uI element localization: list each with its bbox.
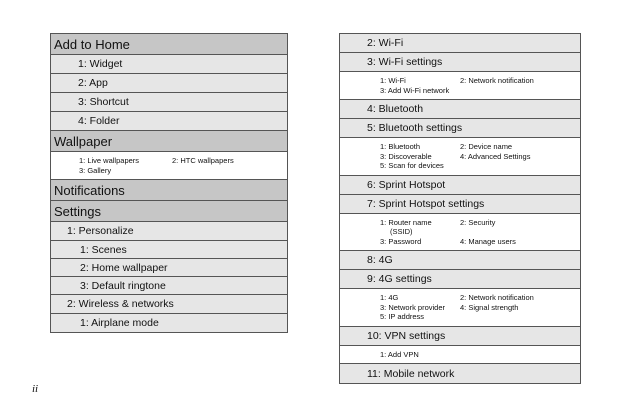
home-wallpaper-label: 2: Home wallpaper bbox=[80, 261, 168, 274]
wifi-settings-options bbox=[340, 72, 580, 100]
shortcut-item bbox=[51, 93, 287, 112]
sprint-hotspot-settings-label: 7: Sprint Hotspot settings bbox=[367, 197, 485, 210]
notifications-heading bbox=[51, 180, 287, 201]
wifi-settings-item bbox=[340, 53, 580, 72]
personalize-item bbox=[51, 222, 287, 241]
fourg-settings-item bbox=[340, 270, 580, 289]
shortcut-label: 3: Shortcut bbox=[78, 96, 129, 108]
option-bluetooth: 1: Bluetooth bbox=[380, 142, 421, 151]
folder-item bbox=[51, 112, 287, 131]
option-4g: 1: 4G bbox=[380, 293, 399, 302]
add-to-home-label: Add to Home bbox=[54, 36, 130, 52]
option-device-name: 2: Device name bbox=[460, 142, 513, 151]
default-ringtone-item bbox=[51, 277, 287, 295]
vpn-settings-item bbox=[340, 327, 580, 346]
wallpaper-heading bbox=[51, 131, 287, 152]
personalize-label: 1: Personalize bbox=[67, 225, 134, 237]
option-manage-users: 4: Manage users bbox=[460, 236, 516, 246]
default-ringtone-label: 3: Default ringtone bbox=[80, 279, 166, 292]
airplane-mode-item bbox=[51, 314, 287, 332]
vpn-settings-options bbox=[340, 346, 580, 365]
option-password: 3: Password bbox=[380, 236, 422, 246]
airplane-mode-label: 1: Airplane mode bbox=[80, 317, 159, 329]
mobile-network-label: 11: Mobile network bbox=[367, 367, 455, 380]
left-menu-table bbox=[50, 33, 288, 333]
option-blank bbox=[460, 227, 580, 237]
page-number: ii bbox=[32, 383, 39, 395]
fourg-settings-options bbox=[340, 289, 580, 327]
mobile-network-item bbox=[340, 364, 580, 383]
scenes-label: 1: Scenes bbox=[80, 243, 127, 256]
option-router-name: 1: Router name bbox=[380, 217, 432, 227]
notifications-label: Notifications bbox=[54, 182, 125, 198]
vpn-settings-label: 10: VPN settings bbox=[367, 329, 446, 342]
settings-label: Settings bbox=[54, 203, 101, 219]
bluetooth-settings-options bbox=[340, 138, 580, 176]
app-label: 2: App bbox=[78, 77, 108, 89]
option-ip-address: 5: IP address bbox=[380, 312, 425, 321]
home-wallpaper-item bbox=[51, 259, 287, 277]
wallpaper-options bbox=[51, 152, 287, 180]
option-add-vpn: 1: Add VPN bbox=[380, 349, 419, 359]
fourg-item bbox=[340, 251, 580, 270]
option-signal-strength: 4: Signal strength bbox=[460, 302, 519, 312]
wifi-settings-label: 3: Wi-Fi settings bbox=[367, 56, 443, 68]
bluetooth-settings-item bbox=[340, 119, 580, 138]
fourg-settings-label: 9: 4G settings bbox=[367, 273, 432, 285]
wallpaper-label: Wallpaper bbox=[54, 133, 113, 149]
option-4g-network-notification: 2: Network notification bbox=[460, 293, 534, 302]
option-wifi: 1: Wi-Fi bbox=[380, 76, 406, 85]
right-menu-table bbox=[339, 33, 581, 384]
option-add-wifi-network: 3: Add Wi-Fi network bbox=[380, 85, 450, 95]
bluetooth-settings-label: 5: Bluetooth settings bbox=[367, 122, 463, 134]
option-htc-wallpapers: 2: HTC wallpapers bbox=[172, 156, 234, 165]
folder-label: 4: Folder bbox=[78, 115, 120, 127]
option-ssid: (SSID) bbox=[390, 227, 413, 236]
fourg-label: 8: 4G bbox=[367, 254, 393, 266]
widget-item bbox=[51, 55, 287, 74]
wifi-item bbox=[340, 34, 580, 53]
option-security: 2: Security bbox=[460, 217, 496, 227]
option-gallery: 3: Gallery bbox=[79, 165, 112, 175]
sprint-hotspot-settings-item bbox=[340, 195, 580, 214]
option-discoverable: 3: Discoverable bbox=[380, 151, 432, 161]
app-item bbox=[51, 74, 287, 93]
scenes-item bbox=[51, 241, 287, 259]
wifi-label: 2: Wi-Fi bbox=[367, 37, 404, 49]
option-network-provider: 3: Network provider bbox=[380, 302, 446, 312]
sprint-hotspot-label: 6: Sprint Hotspot bbox=[367, 178, 446, 191]
widget-label: 1: Widget bbox=[78, 58, 123, 70]
settings-heading bbox=[51, 201, 287, 222]
bluetooth-label: 4: Bluetooth bbox=[367, 103, 424, 115]
sprint-hotspot-settings-options bbox=[340, 214, 580, 252]
bluetooth-item bbox=[340, 100, 580, 119]
sprint-hotspot-item bbox=[340, 176, 580, 195]
option-advanced-settings: 4: Advanced Settings bbox=[460, 151, 531, 161]
option-network-notification: 2: Network notification bbox=[460, 76, 534, 85]
wireless-networks-label: 2: Wireless & networks bbox=[67, 298, 174, 310]
option-scan-for-devices: 5: Scan for devices bbox=[380, 161, 444, 170]
wireless-networks-item bbox=[51, 295, 287, 314]
option-live-wallpapers: 1: Live wallpapers bbox=[79, 156, 140, 165]
add-to-home-heading bbox=[51, 34, 287, 55]
